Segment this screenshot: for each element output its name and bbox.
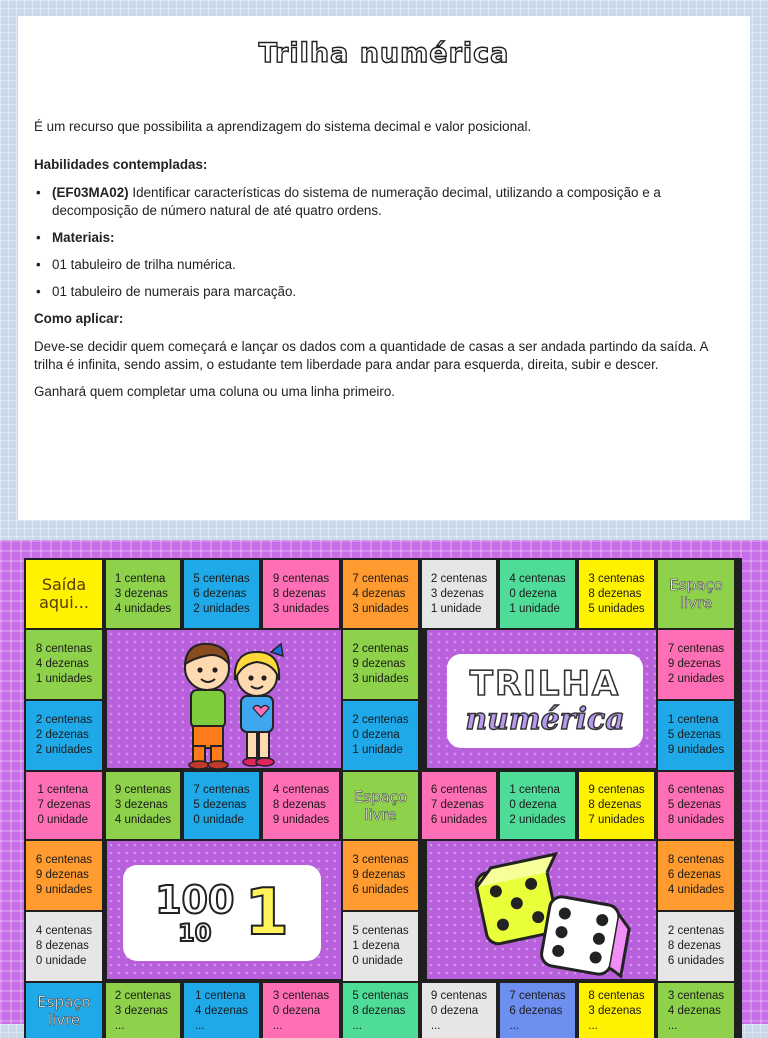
board-space[interactable]: [656, 770, 736, 841]
space-value-line: 9 unidades: [35, 884, 93, 896]
board-space[interactable]: [341, 558, 420, 630]
space-value-line: 0 dezena: [430, 1004, 479, 1017]
space-value-line: 8 dezenas: [588, 799, 642, 811]
board-space[interactable]: [182, 981, 261, 1038]
space-values: [352, 572, 408, 617]
space-values: [36, 713, 92, 758]
space-value-line: 6 dezenas: [193, 587, 247, 600]
space-value-line: 8 dezenas: [272, 587, 326, 600]
space-value-line: 2 centenas: [35, 714, 93, 726]
space-value-line: ...: [430, 1019, 441, 1032]
space-value-line: 8 dezenas: [588, 587, 642, 600]
space-value-line: 5 dezenas: [667, 799, 721, 811]
numbers-plate: [123, 865, 321, 961]
space-value-line: 1 unidade: [352, 744, 403, 756]
space-value-line: 3 dezenas: [114, 1004, 168, 1017]
board-space[interactable]: [656, 981, 736, 1038]
board-space[interactable]: [656, 839, 736, 912]
space-values: [115, 989, 171, 1034]
space-value-line: 0 dezena: [509, 799, 557, 811]
space-value-line: 2 centenas: [352, 714, 409, 726]
board-space[interactable]: [341, 981, 420, 1038]
space-values: [668, 642, 724, 687]
howto-paragraph: Deve-se decidir quem começará e lançar os dados com a quantidade de casas a ser andada partindo da saída. A trilha é infinita, sendo assim, o estudante tem liberdade para andar para esquerda, direita, subir e descer.: [34, 339, 708, 372]
board-space[interactable]: [498, 981, 577, 1038]
one-digit: 1: [244, 876, 289, 950]
game-board: [24, 558, 742, 1038]
space-value-line: 8 dezenas: [352, 1004, 406, 1017]
space-value-line: 4 dezenas: [194, 1004, 249, 1017]
space-value-line: ...: [352, 1019, 362, 1032]
skills-heading: Habilidades contempladas:: [34, 157, 208, 172]
board-space[interactable]: [104, 981, 182, 1038]
space-value-line: 0 unidade: [37, 814, 88, 826]
space-value-line: 4 dezenas: [352, 587, 406, 600]
space-value-line: 5 centenas: [352, 989, 409, 1002]
space-values: [352, 713, 408, 758]
free-space[interactable]: [24, 981, 104, 1038]
space-value-line: 3 dezenas: [430, 587, 484, 600]
space-value-line: 4 unidades: [114, 814, 172, 826]
free-space[interactable]: [656, 558, 736, 630]
board-space[interactable]: [341, 839, 420, 912]
space-value-line: 2 unidades: [193, 602, 250, 615]
board-space[interactable]: [656, 910, 736, 983]
space-values: [431, 989, 487, 1034]
space-value-line: 8 centenas: [35, 643, 93, 655]
winner-paragraph: Ganhará quem completar uma coluna ou uma linha primeiro.: [34, 384, 395, 399]
hundred-digits: 100: [155, 878, 235, 922]
space-value-line: 7 centenas: [667, 643, 725, 655]
space-value-line: 3 unidades: [272, 602, 330, 615]
space-value-line: 9 dezenas: [35, 869, 89, 881]
skill-code: (EF03MA02): [52, 185, 129, 200]
space-value-line: 6 centenas: [667, 784, 725, 796]
space-values: [588, 783, 644, 828]
space-values: [668, 853, 724, 898]
space-value-line: 0 unidade: [352, 955, 403, 967]
space-value-line: 3 dezenas: [114, 799, 168, 811]
space-value-line: 5 dezenas: [667, 729, 721, 741]
space-value-line: 3 dezenas: [588, 1004, 642, 1017]
space-values: [509, 989, 565, 1034]
space-value-line: 1 unidade: [509, 602, 560, 615]
space-value-line: 2 unidades: [509, 814, 566, 826]
material-item-2: • 01 tabuleiro de numerais para marcação.: [34, 283, 734, 301]
space-values: [352, 853, 408, 898]
space-value-line: 2 unidades: [667, 673, 725, 685]
space-values: [352, 642, 408, 687]
space-value-line: 7 unidades: [588, 814, 645, 826]
space-values: [668, 713, 724, 758]
board-space[interactable]: [24, 910, 104, 983]
board-space[interactable]: [341, 699, 420, 772]
logo-title-line-1: TRILHA: [469, 664, 621, 704]
space-value-line: 7 dezenas: [430, 799, 484, 811]
space-value-line: 1 unidades: [35, 673, 93, 685]
space-value-line: 7 dezenas: [37, 799, 91, 811]
space-value-line: 4 centenas: [272, 784, 330, 796]
space-value-line: 3 centenas: [588, 572, 645, 585]
space-values: [509, 572, 565, 617]
place-value-stack: [155, 880, 234, 946]
space-values: [588, 989, 644, 1034]
material-item-1: • 01 tabuleiro de trilha numérica.: [34, 256, 734, 274]
materials-item: [34, 229, 734, 247]
space-value-line: 7 centenas: [193, 784, 250, 796]
space-value-line: 1 centena: [114, 572, 166, 585]
board-space[interactable]: [261, 558, 341, 630]
space-value-line: 8 centenas: [667, 854, 725, 866]
board-space[interactable]: [498, 558, 577, 630]
children-illustration-icon: [165, 634, 295, 770]
board-space[interactable]: [24, 628, 104, 701]
free-label: Espaço livre: [37, 993, 91, 1029]
skills-list: [34, 184, 734, 301]
space-values: [668, 989, 724, 1034]
space-value-line: 3 dezenas: [114, 587, 168, 600]
space-value-line: 4 dezenas: [667, 1004, 721, 1017]
ten-digits: 10: [178, 919, 212, 947]
dice-icon: [473, 849, 633, 979]
space-values: [352, 924, 408, 969]
space-values: [115, 572, 171, 617]
space-values: [668, 924, 724, 969]
logo-plate: [447, 654, 643, 748]
space-value-line: 3 unidades: [352, 673, 409, 685]
board-space[interactable]: [104, 770, 182, 841]
space-value-line: 2 unidades: [35, 744, 93, 756]
space-value-line: 0 unidade: [35, 955, 87, 967]
space-value-line: 1 centena: [37, 784, 88, 796]
space-value-line: 6 unidades: [667, 955, 725, 967]
space-value-line: 4 dezenas: [35, 658, 89, 670]
space-values: [352, 989, 408, 1034]
board-space[interactable]: [420, 770, 498, 841]
space-value-line: 6 dezenas: [509, 1004, 563, 1017]
space-values: [431, 783, 487, 828]
free-space[interactable]: [341, 770, 420, 841]
space-value-line: 4 unidades: [114, 602, 172, 615]
space-values: [273, 989, 329, 1034]
start-label: Saída aqui...: [39, 575, 89, 612]
logo-panel: [425, 628, 661, 770]
intro-paragraph: É um recurso que possibilita a aprendizagem do sistema decimal e valor posicional.: [34, 119, 532, 134]
materials-heading: Materiais:: [52, 230, 115, 245]
space-value-line: ...: [588, 1019, 598, 1032]
space-value-line: 8 unidades: [667, 814, 725, 826]
space-value-line: 0 dezena: [272, 1004, 321, 1017]
space-value-line: 5 centenas: [193, 572, 250, 585]
space-value-line: 8 dezenas: [272, 799, 326, 811]
space-value-line: 9 centenas: [114, 784, 172, 796]
space-values: [36, 642, 92, 687]
space-value-line: 9 dezenas: [352, 869, 406, 881]
space-value-line: 7 centenas: [352, 572, 409, 585]
space-value-line: 6 dezenas: [667, 869, 721, 881]
space-values: [273, 572, 329, 617]
space-value-line: ...: [509, 1019, 519, 1032]
space-values: [193, 783, 249, 828]
space-value-line: 6 centenas: [35, 854, 93, 866]
space-value-line: 9 unidades: [272, 814, 330, 826]
space-values: [36, 853, 92, 898]
space-values: [588, 572, 644, 617]
space-values: [668, 783, 724, 828]
board-space[interactable]: [24, 770, 104, 841]
space-value-line: 4 centenas: [509, 572, 566, 585]
board-space[interactable]: [341, 910, 420, 983]
free-label: Espaço livre: [353, 787, 408, 824]
space-value-line: 9 unidades: [667, 744, 725, 756]
space-value-line: 8 dezenas: [667, 940, 721, 952]
space-value-line: 1 centena: [194, 989, 246, 1002]
space-value-line: 0 dezena: [352, 729, 400, 741]
board-space[interactable]: [498, 770, 577, 841]
start-space[interactable]: [24, 558, 104, 630]
space-value-line: 8 dezenas: [35, 940, 89, 952]
space-value-line: 7 centenas: [509, 989, 566, 1002]
space-values: [509, 783, 565, 828]
board-space[interactable]: [577, 770, 656, 841]
board-space[interactable]: [577, 981, 656, 1038]
space-value-line: 6 centenas: [430, 784, 488, 796]
board-space[interactable]: [341, 628, 420, 701]
free-label: Espaço livre: [669, 576, 723, 612]
space-value-line: 3 unidades: [352, 602, 409, 615]
space-value-line: 4 unidades: [667, 884, 725, 896]
space-value-line: 2 centenas: [114, 989, 172, 1002]
skill-text: Identificar características do sistema de numeração decimal, utilizando a composição e a decomposição de número natural de até quatro ordens.: [52, 185, 661, 218]
space-value-line: 2 centenas: [667, 925, 725, 937]
space-value-line: ...: [272, 1019, 283, 1032]
board-space[interactable]: [420, 981, 498, 1038]
space-value-line: 0 dezena: [509, 587, 557, 600]
space-value-line: 1 dezena: [352, 940, 400, 952]
howto-heading: Como aplicar:: [34, 311, 124, 326]
board-space[interactable]: [656, 699, 736, 772]
board-space[interactable]: [24, 699, 104, 772]
logo-title-line-2: numérica: [465, 702, 625, 737]
dice-panel: [425, 839, 661, 981]
board-space[interactable]: [577, 558, 656, 630]
skill-item: [34, 184, 734, 220]
space-values: [273, 783, 329, 828]
board-space[interactable]: [261, 770, 341, 841]
space-values: [431, 572, 487, 617]
board-space[interactable]: [261, 981, 341, 1038]
space-value-line: ...: [194, 1019, 205, 1032]
space-value-line: 9 centenas: [430, 989, 488, 1002]
space-value-line: 4 centenas: [35, 925, 93, 937]
space-values: [37, 783, 90, 828]
numbers-panel: [105, 839, 347, 981]
space-value-line: 6 unidades: [430, 814, 488, 826]
space-value-line: ...: [667, 1019, 678, 1032]
space-value-line: 9 dezenas: [667, 658, 721, 670]
board-space[interactable]: [24, 839, 104, 912]
board-space[interactable]: [104, 558, 182, 630]
space-values: [195, 989, 248, 1034]
page-title: Trilha numérica: [258, 38, 510, 69]
space-value-line: 9 dezenas: [352, 658, 406, 670]
board-space[interactable]: [420, 558, 498, 630]
instructions-card: [18, 16, 750, 520]
space-value-line: 2 centenas: [430, 572, 488, 585]
kids-panel: [105, 628, 347, 770]
space-value-line: 1 centena: [509, 784, 560, 796]
space-value-line: 2 centenas: [352, 643, 409, 655]
space-value-line: 8 centenas: [588, 989, 645, 1002]
board-space[interactable]: [656, 628, 736, 701]
space-value-line: 5 dezenas: [193, 799, 247, 811]
space-values: [115, 783, 171, 828]
space-value-line: 3 centenas: [352, 854, 409, 866]
space-value-line: 3 centenas: [667, 989, 725, 1002]
space-value-line: 9 centenas: [588, 784, 645, 796]
space-value-line: ...: [114, 1019, 125, 1032]
space-value-line: 9 centenas: [272, 572, 330, 585]
space-value-line: 2 dezenas: [35, 729, 89, 741]
board-space[interactable]: [182, 558, 261, 630]
space-value-line: 1 unidade: [430, 602, 482, 615]
space-value-line: 0 unidade: [193, 814, 244, 826]
board-space[interactable]: [182, 770, 261, 841]
space-values: [193, 572, 249, 617]
space-value-line: 5 centenas: [352, 925, 409, 937]
space-value-line: 3 centenas: [272, 989, 330, 1002]
space-value-line: 5 unidades: [588, 602, 645, 615]
space-values: [36, 924, 92, 969]
space-value-line: 6 unidades: [352, 884, 409, 896]
space-value-line: 1 centena: [667, 714, 719, 726]
